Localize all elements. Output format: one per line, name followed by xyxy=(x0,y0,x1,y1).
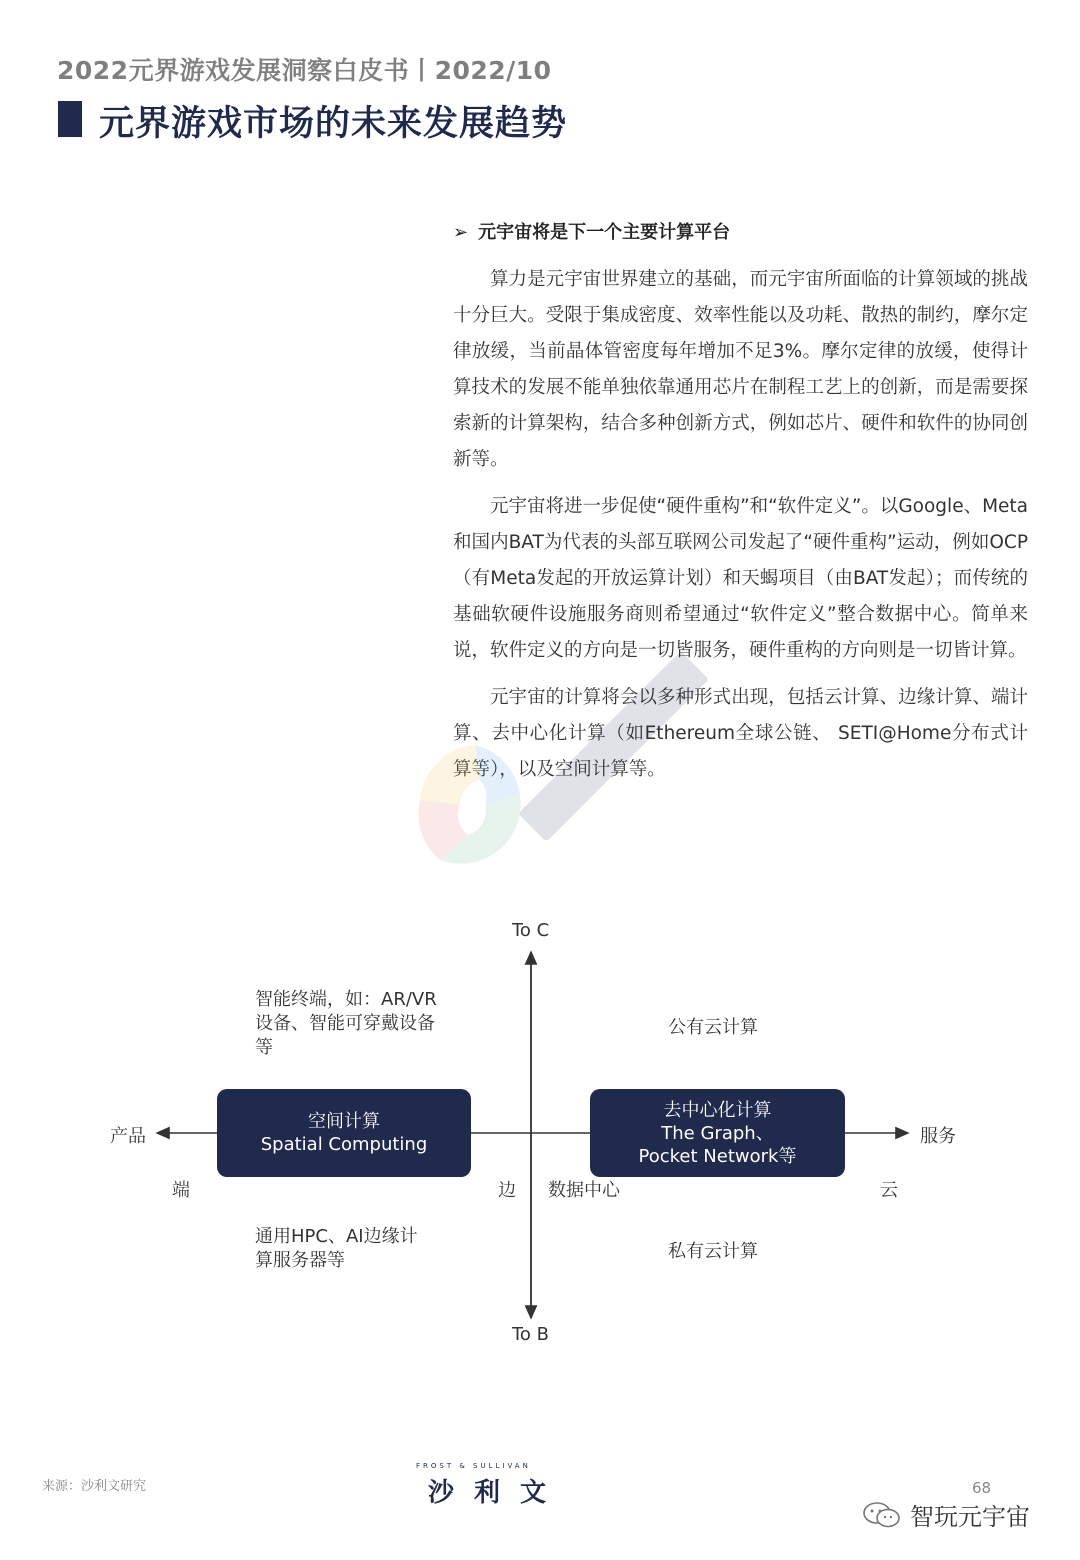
diagram-axes xyxy=(0,900,1080,1360)
sullivan-logo: 沙利文 xyxy=(428,1478,567,1508)
label-edge: 边 xyxy=(498,1180,516,1201)
quadrant-bottom-right-text: 私有云计算 xyxy=(668,1241,758,1262)
wechat-icon xyxy=(862,1500,902,1530)
wechat-account xyxy=(862,1497,1030,1532)
decentralized-computing-example-2: Pocket Network等 xyxy=(638,1145,797,1167)
label-data-center: 数据中心 xyxy=(548,1180,620,1201)
watermark-logo-icon xyxy=(380,630,740,930)
title-accent-bar xyxy=(58,101,82,137)
computing-quadrant-diagram xyxy=(0,900,1080,1360)
spatial-computing-en: Spatial Computing xyxy=(260,1134,428,1155)
source-note: 来源：沙利文研究 xyxy=(42,1479,147,1494)
axis-label-to-b: To B xyxy=(512,1324,550,1345)
page-title: 元界游戏市场的未来发展趋势 xyxy=(99,104,568,144)
paragraph: 元宇宙的计算将会以多种形式出现，包括云计算、边缘计算、端计算、去中心化计算（如Ethereum全球公链、 SETI@Home分布式计算等），以及空间计算等。 xyxy=(453,687,1028,780)
bullet-arrow-icon: ➢ xyxy=(453,222,469,243)
axis-label-service: 服务 xyxy=(920,1126,956,1147)
paragraph: 元宇宙将进一步促使“硬件重构”和“软件定义”。以Google、Meta和国内BAT为代表的头部互联网公司发起了“硬件重构”运动，例如OCP（有Meta发起的开放运算计划）和天蝎项目（由BAT发起）；而传统的基础软硬件设施服务商则希望通过“软件定义”整合数据中心。简单来说，软件定义的方向是一切皆服务，硬件重构的方向则是一切皆计算。 xyxy=(453,496,1029,661)
page-number: 68 xyxy=(972,1479,992,1497)
label-cloud: 云 xyxy=(880,1180,898,1201)
axis-label-product: 产品 xyxy=(110,1126,146,1147)
quadrant-top-left-text: 智能终端，如：AR/VR设备、智能可穿戴设备等 xyxy=(255,989,437,1058)
decentralized-computing-example-1: The Graph、 xyxy=(661,1122,774,1144)
quadrant-bottom-left-text: 通用HPC、AI边缘计算服务器等 xyxy=(255,1226,418,1271)
spatial-computing-box xyxy=(217,1089,471,1177)
section-heading xyxy=(453,218,730,244)
quadrant-top-right-text: 公有云计算 xyxy=(668,1017,758,1038)
axis-label-to-c: To C xyxy=(512,920,550,941)
frost-sullivan-logo-text: FROST & SULLIVAN xyxy=(416,1462,531,1470)
decentralized-computing-cn: 去中心化计算 xyxy=(663,1099,772,1121)
wechat-account-name: 智玩元宇宙 xyxy=(910,1503,1030,1531)
paragraph: 算力是元宇宙世界建立的基础，而元宇宙所面临的计算领域的挑战十分巨大。受限于集成密度、效率性能以及功耗、散热的制约，摩尔定律放缓，当前晶体管密度每年增加不足3%。摩尔定律的放缓，使得计算技术的发展不能单独依靠通用芯片在制程工艺上的创新，而是需要探索新的计算架构，结合多种创新方式，例如芯片、硬件和软件的协同创新等。 xyxy=(453,269,1028,470)
section-heading-text: 元宇宙将是下一个主要计算平台 xyxy=(478,222,731,243)
label-endpoint: 端 xyxy=(172,1180,190,1201)
report-header: 2022元界游戏发展洞察白皮书丨2022/10 xyxy=(57,56,552,85)
spatial-computing-cn: 空间计算 xyxy=(308,1111,380,1132)
decentralized-computing-box xyxy=(590,1089,845,1177)
